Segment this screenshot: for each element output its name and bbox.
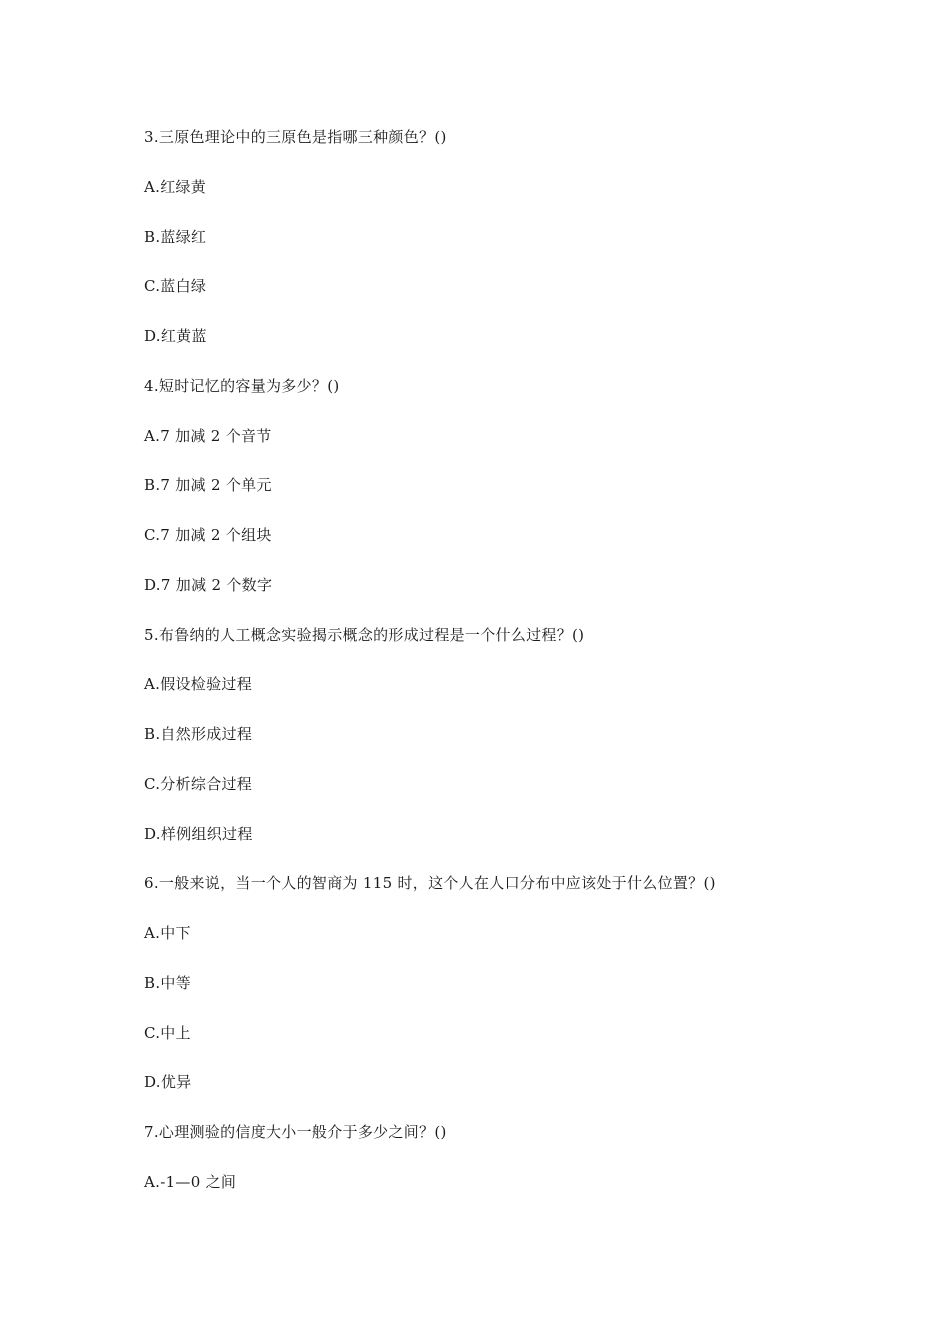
- question-stem: 7.心理测验的信度大小一般介于多少之间？(): [144, 1123, 447, 1141]
- question-stem: 4.短时记忆的容量为多少？(): [144, 377, 340, 395]
- question-option: C.分析综合过程: [144, 775, 253, 793]
- question-option: B.7 加减 2 个单元: [144, 476, 272, 494]
- question-stem: 6.一般来说，当一个人的智商为 115 时，这个人在人口分布中应该处于什么位置？(): [144, 874, 716, 892]
- question-stem: 5.布鲁纳的人工概念实验揭示概念的形成过程是一个什么过程？(): [144, 626, 585, 644]
- question-option: A.红绿黄: [144, 178, 207, 196]
- question-option: D.样例组织过程: [144, 825, 253, 843]
- question-option: C.中上: [144, 1024, 191, 1042]
- question-stem: 3.三原色理论中的三原色是指哪三种颜色？(): [144, 128, 447, 146]
- question-option: D.红黄蓝: [144, 327, 207, 345]
- question-option: D.7 加减 2 个数字: [144, 576, 273, 594]
- question-option: B.蓝绿红: [144, 228, 207, 246]
- question-option: C.蓝白绿: [144, 277, 207, 295]
- question-option: A.7 加减 2 个音节: [144, 427, 272, 445]
- question-option: A.-1—0 之间: [144, 1173, 237, 1191]
- question-option: C.7 加减 2 个组块: [144, 526, 272, 544]
- question-option: A.中下: [144, 924, 191, 942]
- question-option: B.中等: [144, 974, 191, 992]
- question-option: A.假设检验过程: [144, 675, 253, 693]
- question-option: B.自然形成过程: [144, 725, 253, 743]
- question-option: D.优异: [144, 1073, 192, 1091]
